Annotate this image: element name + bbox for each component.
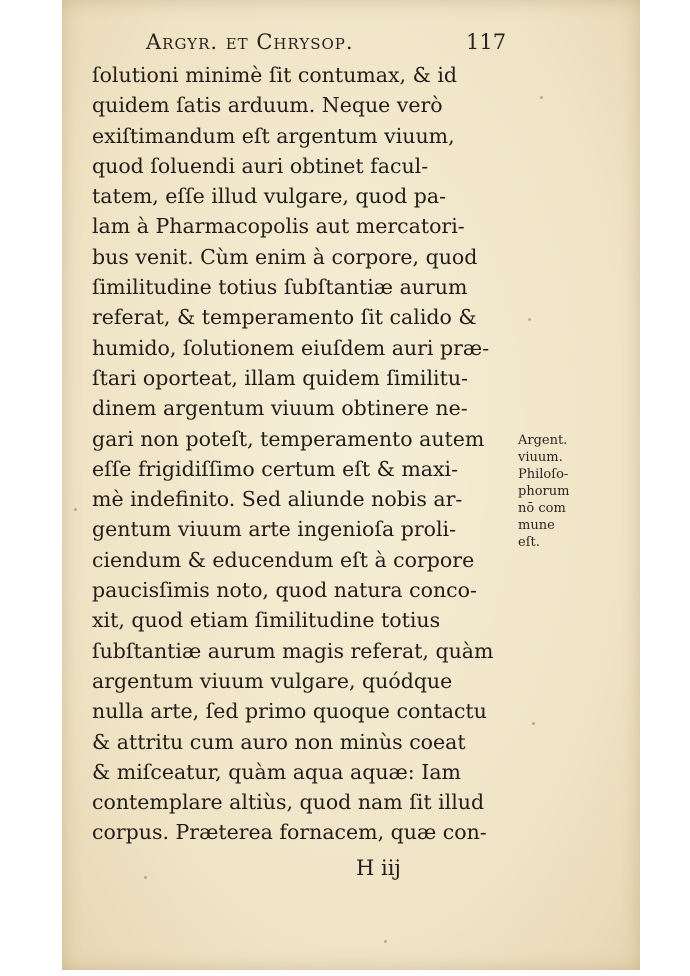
margin-note-line: phorum <box>518 484 570 499</box>
page-number: 117 <box>466 30 507 54</box>
text-line: & miſceatur, quàm aqua aquæ: Iam <box>92 759 461 784</box>
text-line: dinem argentum viuum obtinere ne- <box>92 396 468 421</box>
body-text <box>92 60 518 848</box>
text-line: ſtari oporteat, illam quidem ſimilitu- <box>92 365 468 390</box>
text-line: tatem, eſſe illud vulgare, quod pa- <box>92 184 446 209</box>
margin-note-line: eſt. <box>518 535 540 550</box>
text-line: paucisſimis noto, quod natura conco- <box>92 578 477 603</box>
margin-note-line: mune <box>518 518 555 533</box>
text-line: exiſtimandum eſt argentum viuum, <box>92 123 455 148</box>
paper-fleck <box>144 876 147 879</box>
text-line: xit, quod etiam ſimilitudine totius <box>92 608 441 633</box>
text-line: referat, & temperamento ſit calido & <box>92 305 477 330</box>
signature-mark: H iij <box>356 856 401 880</box>
text-line: & attritu cum auro non minùs coeat <box>92 729 466 754</box>
paper-fleck <box>74 508 77 511</box>
paper-fleck <box>528 318 531 321</box>
text-line: gentum viuum arte ingenioſa proli- <box>92 517 457 542</box>
margin-note <box>518 432 598 551</box>
book-page <box>62 0 640 970</box>
margin-note-line: Argent. <box>518 433 568 448</box>
text-line: contemplare altiùs, quod nam ſit illud <box>92 790 485 815</box>
text-line: nulla arte, ſed primo quoque contactu <box>92 699 487 724</box>
text-line: ſubſtantiæ aurum magis referat, quàm <box>92 638 494 663</box>
text-line: mè indefinito. Sed aliunde nobis ar- <box>92 487 463 512</box>
paper-fleck <box>532 722 535 725</box>
text-line: ſimilitudine totius ſubſtantiæ aurum <box>92 275 468 300</box>
paper-fleck <box>540 96 543 99</box>
margin-note-line: viuum. <box>518 450 563 465</box>
text-line: eſſe frigidiſſimo certum eſt & maxi- <box>92 456 459 481</box>
text-line: quidem ſatis arduum. Neque verò <box>92 93 443 118</box>
margin-note-line: nō com <box>518 501 566 516</box>
text-line: bus venit. Cùm enim à corpore, quod <box>92 244 478 269</box>
page-header <box>62 30 640 60</box>
margin-note-line: Philoſo- <box>518 467 569 482</box>
text-line: corpus. Præterea fornacem, quæ con- <box>92 820 487 845</box>
text-line: lam à Pharmacopolis aut mercatori- <box>92 214 465 239</box>
text-line: humido, ſolutionem eiuſdem auri præ- <box>92 335 490 360</box>
paper-fleck <box>384 940 387 943</box>
text-line: argentum viuum vulgare, quódque <box>92 668 453 693</box>
text-line: gari non poteſt, temperamento autem <box>92 426 485 451</box>
text-line: quod ſoluendi auri obtinet facul- <box>92 153 429 178</box>
running-title: Argyr. et Chrysop. <box>146 30 354 54</box>
text-line: ciendum & educendum eſt à corpore <box>92 547 475 572</box>
text-line: ſolutioni minimè ſit contumax, & id <box>92 63 458 87</box>
